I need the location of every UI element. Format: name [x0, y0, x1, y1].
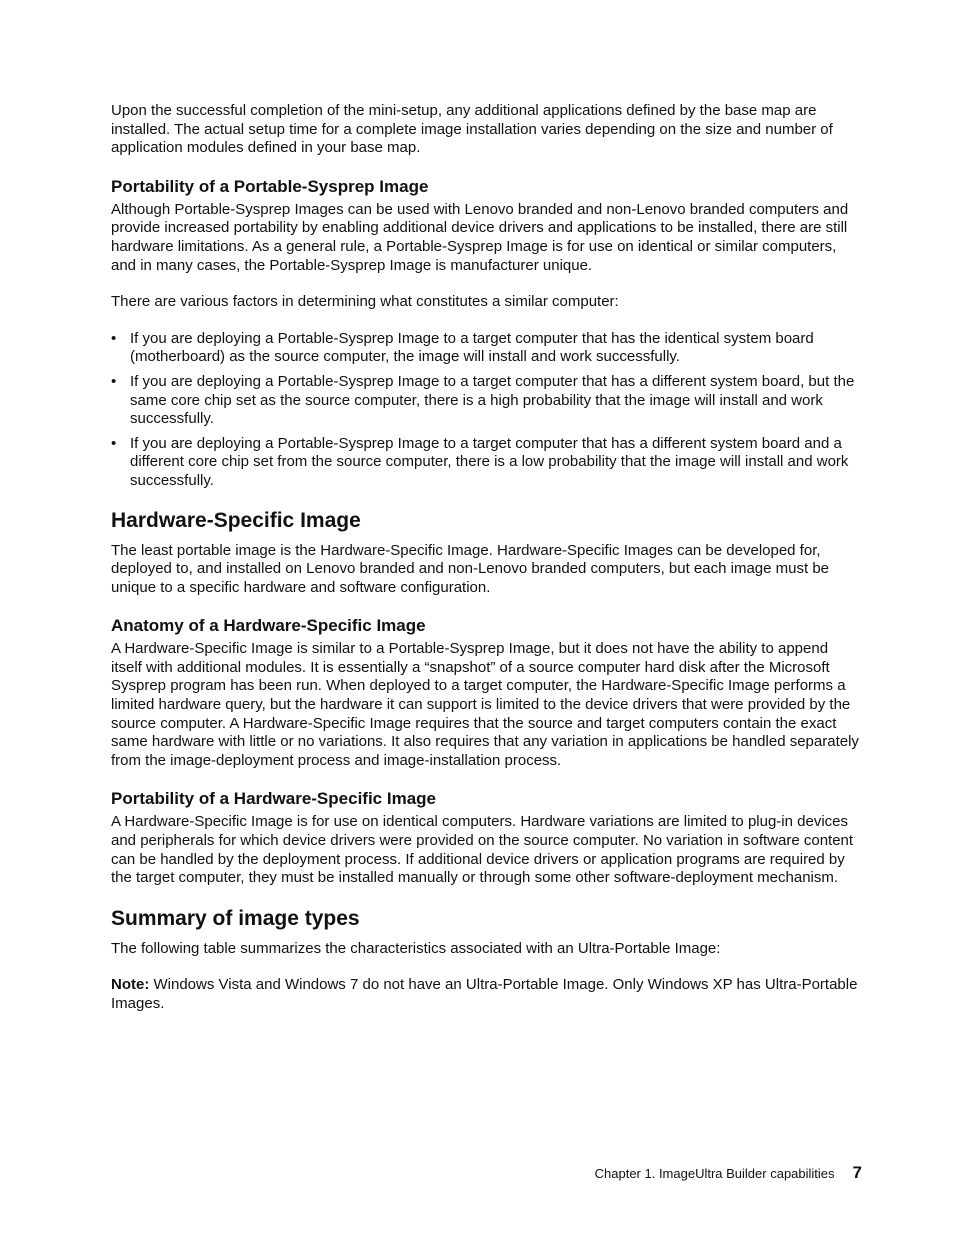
heading-hardware-specific-image: Hardware-Specific Image [111, 508, 361, 532]
note-label: Note: [111, 976, 150, 994]
page-content [111, 102, 863, 1014]
heading-portability-hardware-specific: Portability of a Hardware-Specific Image [111, 789, 436, 809]
bullet-icon: • [111, 329, 117, 347]
summary-paragraph: The following table summarizes the characteristics associated with an Ultra-Portable Image: [111, 939, 721, 957]
factors-list [111, 330, 863, 491]
bullet-icon: • [111, 434, 117, 452]
note-text: Windows Vista and Windows 7 do not have an Ultra-Portable Image. Only Windows XP has Ultra-Portable Images. [111, 976, 858, 1012]
list-item: • If you are deploying a Portable-Sysprep Image to a target computer that has a different system board and a different core chip set from the source computer, there is a low probability that the image will install and work successfully. [111, 434, 849, 489]
hardware-specific-paragraph: The least portable image is the Hardware-Specific Image. Hardware-Specific Images can be developed for, deployed to, and installed on Lenovo branded and non-Lenovo branded computers, but each image must be unique to a specific hardware and software configuration. [111, 541, 830, 596]
intro-paragraph: Upon the successful completion of the mini-setup, any additional applications defined by the base map are installed. The actual setup time for a complete image installation varies depending on the size and number of application modules defined in your base map. [111, 102, 833, 157]
page-footer [595, 1163, 862, 1183]
page-number: 7 [852, 1163, 862, 1182]
footer-chapter: Chapter 1. ImageUltra Builder capabilities [594, 1166, 835, 1181]
note-paragraph [111, 976, 863, 1013]
heading-anatomy-hardware-specific: Anatomy of a Hardware-Specific Image [111, 616, 426, 636]
portability-hardware-paragraph: A Hardware-Specific Image is for use on identical computers. Hardware variations are limited to plug-in devices and peripherals for which device drivers were provided on the source computer. No variation in software content can be handled by the deployment process. If additional device drivers or application programs are required by the target computer, they must be installed manually or through some other software-deployment mechanism. [111, 813, 854, 887]
bullet-icon: • [111, 372, 117, 390]
heading-summary-image-types: Summary of image types [111, 906, 360, 930]
list-item: • If you are deploying a Portable-Sysprep Image to a target computer that has the identical system board (motherboard) as the source computer, the image will install and work successfully. [111, 329, 814, 366]
heading-portability-portable-sysprep: Portability of a Portable-Sysprep Image [111, 176, 429, 196]
factors-paragraph: There are various factors in determining what constitutes a similar computer: [111, 293, 619, 311]
portability-paragraph: Although Portable-Sysprep Images can be used with Lenovo branded and non-Lenovo branded computers and provide increased portability by enabling additional device drivers and applications to be installed, there are still hardware limitations. As a general rule, a Portable-Sysprep Image is for use on identical or similar computers, and in many cases, the Portable-Sysprep Image is manufacturer unique. [111, 200, 849, 274]
anatomy-paragraph: A Hardware-Specific Image is similar to a Portable-Sysprep Image, but it does not have the ability to append itself with additional modules. It is essentially a “snapshot” of a source computer hard disk after the Microsoft Sysprep program has been run. When deployed to a target computer, the Hardware-Specific Image performs a limited hardware query, but the hardware it can support is limited to the device drivers that were provided by the source computer. A Hardware-Specific Image requires that the source and target computers contain the exact same hardware with little or no variations. It also requires that any variation in applications be handled separately from the image-deployment process and image-installation process. [111, 640, 859, 769]
list-item: • If you are deploying a Portable-Sysprep Image to a target computer that has a different system board, but the same core chip set as the source computer, there is a high probability that the image will install and work successfully. [111, 372, 855, 428]
